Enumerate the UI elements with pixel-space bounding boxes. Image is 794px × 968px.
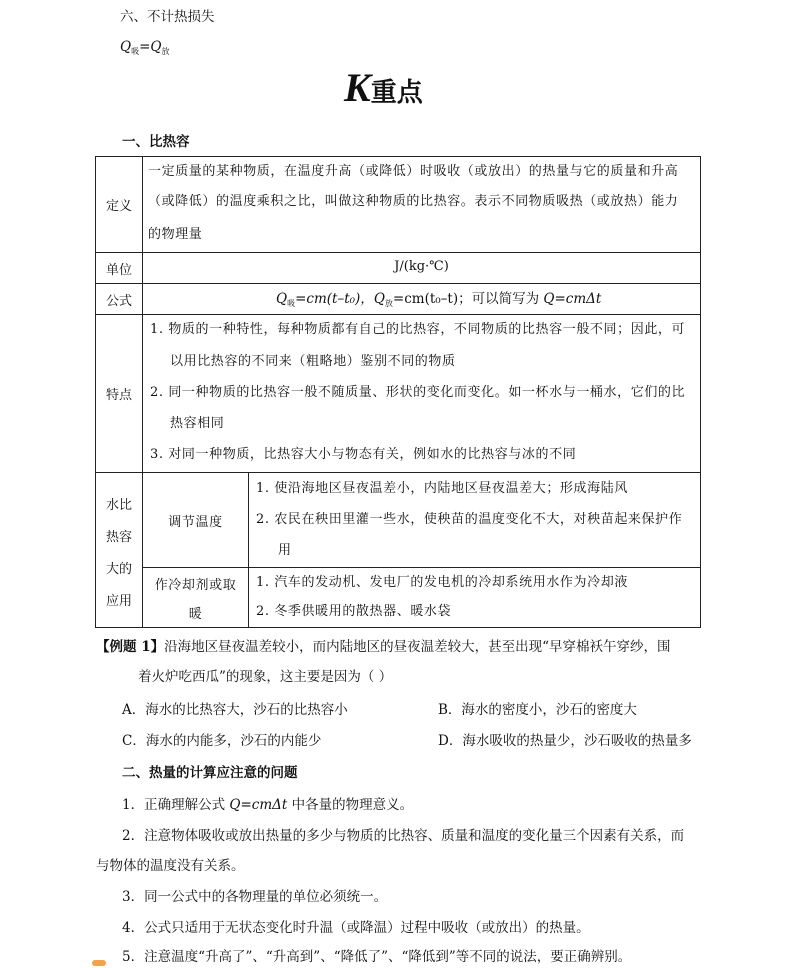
example-1-line-1 [96,638,671,656]
regulate-temp-label: 调节温度 [168,515,223,530]
option-d: D．海水吸收的热量少，沙石吸收的热量多 [438,733,692,749]
section-one-heading: 一、比热容 [122,134,190,150]
unit-label: 单位 [105,263,132,278]
decorative-accent [92,960,106,966]
coolant-label-1: 作冷却剂或取 [154,578,237,593]
coolant-line-2: 2. 冬季供暖用的散热器、暖水袋 [256,604,452,619]
formula-q2: Q [373,291,385,307]
note-1-formula: Q=cmΔt [229,797,288,813]
formula-q1: Q [276,291,288,307]
eq-q1: Q [120,39,132,55]
coolant-label-2: 暖 [188,607,203,622]
definition-label: 定义 [105,199,132,214]
eq-sub2: 放 [161,47,170,56]
example-tag: 【例题 1】 [96,639,165,655]
water-label-3: 大的 [105,562,132,577]
option-a: A．海水的比热容大，沙石的比热容小 [122,702,348,718]
note-3: 3．同一公式中的各物理量的单位必须统一。 [122,889,388,905]
features-line-1: 1. 物质的一种特性，每种物质都有自己的比热容，不同物质的比热容一般不同；因此，可 [150,322,686,337]
regulate-temp-line-1: 1. 使沿海地区昼夜温差小，内陆地区昼夜温差大；形成海陆风 [256,481,628,496]
unit-value: J/(kg·℃) [394,259,449,274]
page-title [344,64,423,111]
energy-balance-equation [120,38,169,61]
formula-label: 公式 [105,294,132,309]
regulate-temp-line-2: 2. 农民在秧田里灌一些水，使秧苗的温度变化不大，对秧苗起来保护作 [256,512,683,527]
formula-part1: =cm(t–t₀)， [295,291,374,307]
definition-line-1: 一定质量的某种物质，在温度升高（或降低）时吸收（或放出）的热量与它的质量和升高 [148,164,679,179]
water-label-4: 应用 [105,594,132,609]
example-1-line-2: 着火炉吃西瓜”的现象，这主要是因为（ ） [138,669,393,685]
section-six-heading: 六、不计热损失 [120,9,215,25]
note-4: 4．公式只适用于无状态变化时升温（或降温）过程中吸收（或放出）的热量。 [122,920,590,936]
note-1 [122,796,413,814]
features-label: 特点 [105,388,132,403]
coolant-line-1: 1. 汽车的发动机、发电厂的发电机的冷却系统用水作为冷却液 [256,575,628,590]
eq-sub1: 吸 [131,47,140,56]
features-line-3: 2. 同一种物质的比热容一般不随质量、形状的变化而变化。如一杯水与一桶水，它们的比 [150,385,686,400]
definition-line-2: （或降低）的温度乘积之比，叫做这种物质的比热容。表示不同物质吸热（或放热）能力 [148,194,679,209]
note-1a: 1．正确理解公式 [122,797,230,813]
water-label-2: 热容 [105,530,132,545]
features-line-4: 热容相同 [170,416,225,431]
option-c: C．海水的内能多，沙石的内能少 [122,733,322,749]
formula-sub1: 吸 [287,299,296,308]
option-b: B．海水的密度小，沙石的密度大 [438,702,637,718]
formula-short: Q=cmΔt [543,291,602,307]
eq-q2: Q [150,39,162,55]
title-k: K [344,65,371,110]
formula-value [276,290,601,313]
features-line-5: 3. 对同一种物质，比热容大小与物态有关，例如水的比热容与冰的不同 [150,447,577,462]
section-two-heading: 二、热量的计算应注意的问题 [122,765,298,781]
features-line-2: 以用比热容的不同来（粗略地）鉴别不同的物质 [170,354,456,369]
note-2-line-1: 2．注意物体吸收或放出热量的多少与物质的比热容、质量和温度的变化量三个因素有关系，而 [122,828,685,844]
title-rest: 重点 [370,78,423,108]
regulate-temp-line-3: 用 [278,543,292,558]
example-text-1: 沿海地区昼夜温差较小，而内陆地区的昼夜温差较大，甚至出现“早穿棉袄午穿纱，围 [164,639,671,655]
note-5: 5．注意温度“升高了”、“升高到”、“降低了”、“降低到”等不同的说法，要正确辨别。 [122,949,632,965]
definition-line-3: 的物理量 [148,227,203,242]
water-label-1: 水比 [105,498,132,513]
eq-mid: = [139,39,151,55]
formula-part2: =cm(t₀–t)；可以简写为 [392,291,544,307]
formula-sub2: 放 [384,299,393,308]
note-2-line-2: 与物体的温度没有关系。 [96,858,245,874]
note-1b: 中各量的物理意义。 [287,797,414,813]
